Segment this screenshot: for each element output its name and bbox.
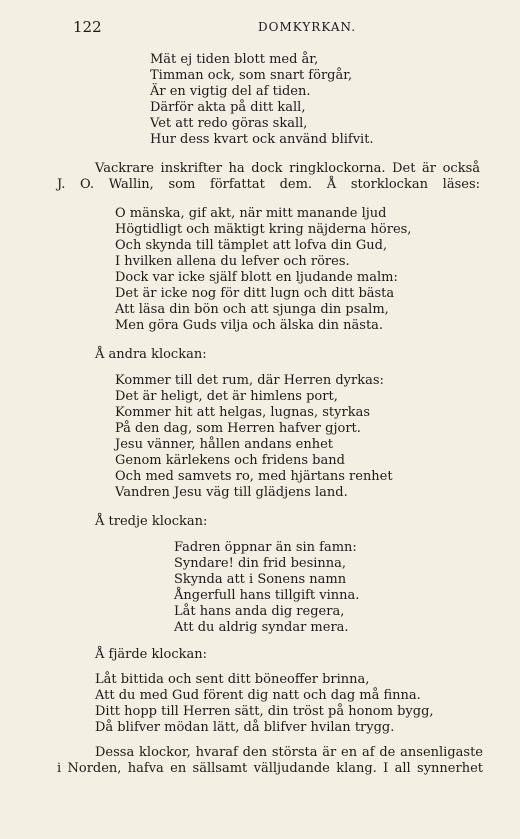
poem3-line: Vandren Jesu väg till glädjens land. (115, 485, 348, 500)
poem1-line: Är en vigtig del af tiden. (150, 84, 311, 99)
section-label: Å andra klockan: (95, 347, 207, 362)
poem1-line: Hur dess kvart ock använd blifvit. (150, 132, 374, 147)
poem3-line: Genom kärlekens och fridens band (115, 453, 345, 468)
poem2-line: Att läsa din bön och att sjunga din psalm, (115, 302, 389, 317)
poem4-line: Att du aldrig syndar mera. (174, 620, 349, 635)
poem3-line: Det är heligt, det är himlens port, (115, 389, 338, 404)
poem4-line: Fadren öppnar än sin famn: (174, 540, 357, 555)
poem2-line: Och skynda till tämplet att lofva din Gud, (115, 238, 388, 253)
poem3-line: Jesu vänner, hållen andans enhet (115, 437, 334, 452)
running-title: DOMKYRKAN. (258, 20, 357, 34)
poem2-line: O mänska, gif akt, när mitt manande ljud (115, 206, 387, 221)
poem2-line: Högtidligt och mäktigt kring näjderna höres, (115, 222, 412, 237)
paragraph-line: i Norden, hafva en sällsamt välljudande klang. I all synnerhet (57, 761, 483, 776)
poem2-line: Dock var icke själf blott en ljudande malm: (115, 270, 398, 285)
poem2-line: I hvilken allena du lefver och röres. (115, 254, 350, 269)
paragraph-line: Dessa klockor, hvaraf den största är en af de ansenligaste (95, 745, 483, 760)
poem3-line: Kommer hit att helgas, lugnas, styrkas (115, 405, 370, 420)
page-header (73, 18, 473, 40)
poem1-line: Därför akta på ditt kall, (150, 100, 306, 115)
poem1-line: Vet att redo göras skall, (150, 116, 308, 131)
poem5-line: Låt bittida och sent ditt böneoffer brinna, (95, 672, 370, 687)
poem3-line: Kommer till det rum, där Herren dyrkas: (115, 373, 384, 388)
paragraph-line: J. O. Wallin, som författat dem. Å storklockan läses: (57, 177, 480, 192)
poem5-line: Ditt hopp till Herren sätt, din tröst på honom bygg, (95, 704, 434, 719)
poem2-line: Det är icke nog för ditt lugn och ditt bästa (115, 286, 395, 301)
section-label: Å fjärde klockan: (95, 647, 207, 662)
poem4-line: Skynda att i Sonens namn (174, 572, 347, 587)
poem2-line: Men göra Guds vilja och älska din nästa. (115, 318, 384, 333)
poem5-line: Då blifver mödan lätt, då blifver hvilan trygg. (95, 720, 395, 735)
poem4-line: Låt hans anda dig regera, (174, 604, 345, 619)
poem4-line: Syndare! din frid besinna, (174, 556, 347, 571)
poem1-line: Mät ej tiden blott med år, (150, 52, 319, 67)
poem3-line: På den dag, som Herren hafver gjort. (115, 421, 361, 436)
poem1-line: Timman ock, som snart förgår, (150, 68, 353, 83)
paragraph-line: Vackrare inskrifter ha dock ringklockorna. Det är också (95, 161, 480, 176)
poem5-line: Att du med Gud förent dig natt och dag må finna. (95, 688, 421, 703)
poem4-line: Ångerfull hans tillgift vinna. (174, 588, 360, 603)
page-number: 122 (73, 18, 102, 36)
poem3-line: Och med samvets ro, med hjärtans renhet (115, 469, 393, 484)
section-label: Å tredje klockan: (95, 514, 208, 529)
